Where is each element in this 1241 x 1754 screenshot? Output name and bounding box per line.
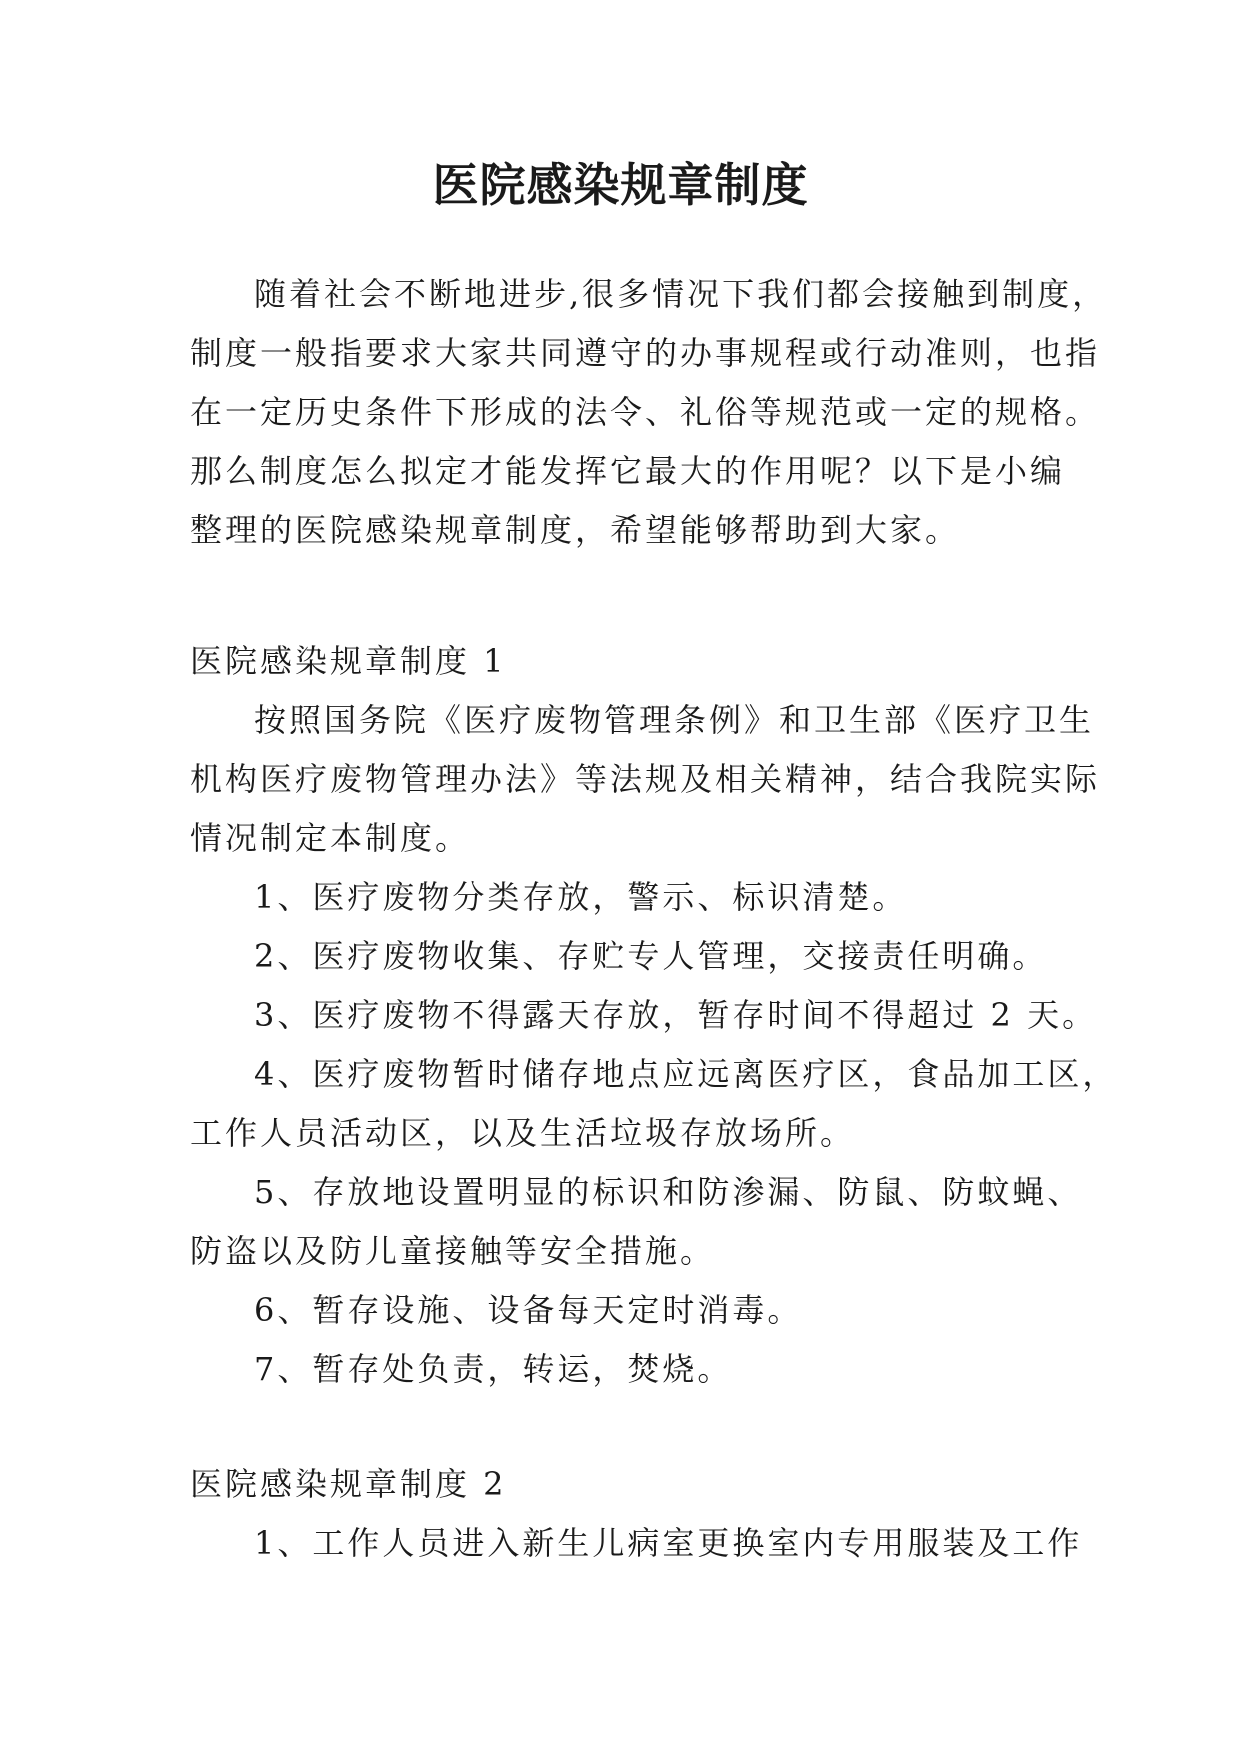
intro-line: 那么制度怎么拟定才能发挥它最大的作用呢？以下是小编: [190, 452, 1066, 490]
body-line: 按照国务院《医疗废物管理条例》和卫生部《医疗卫生: [254, 701, 1095, 739]
list-item: 1、医疗废物分类存放，警示、标识清楚。: [254, 878, 908, 916]
list-item: 7、暂存处负责，转运，焚烧。: [254, 1350, 733, 1388]
list-item-continuation: 防盗以及防儿童接触等安全措施。: [190, 1232, 716, 1270]
list-item: 1、工作人员进入新生儿病室更换室内专用服装及工作: [254, 1524, 1083, 1562]
section-1-heading: 医院感染规章制度 1: [190, 642, 507, 680]
page-title: 医院感染规章制度: [432, 158, 809, 212]
list-item: 6、暂存设施、设备每天定时消毒。: [254, 1291, 803, 1329]
list-item-continuation: 工作人员活动区，以及生活垃圾存放场所。: [190, 1114, 856, 1152]
intro-line: 在一定历史条件下形成的法令、礼俗等规范或一定的规格。: [190, 393, 1101, 431]
list-item: 5、存放地设置明显的标识和防渗漏、防鼠、防蚊蝇、: [254, 1173, 1083, 1211]
intro-paragraph: [190, 265, 1108, 560]
section-2-heading: 医院感染规章制度 2: [190, 1465, 507, 1503]
section-2-body: [190, 1514, 1083, 1573]
list-item: 2、医疗废物收集、存贮专人管理，交接责任明确。: [254, 937, 1048, 975]
intro-line: 整理的医院感染规章制度，希望能够帮助到大家。: [190, 511, 961, 549]
intro-line: 随着社会不断地进步,很多情况下我们都会接触到制度，: [254, 275, 1108, 313]
list-item: 3、医疗废物不得露天存放，暂存时间不得超过 2 天。: [254, 996, 1098, 1034]
list-item: 4、医疗废物暂时储存地点应远离医疗区，食品加工区，: [254, 1055, 1118, 1093]
body-line: 机构医疗废物管理办法》等法规及相关精神，结合我院实际: [190, 760, 1101, 798]
section-1-body: [190, 691, 1118, 1399]
intro-line: 制度一般指要求大家共同遵守的办事规程或行动准则，也指: [190, 334, 1101, 372]
body-line: 情况制定本制度。: [190, 819, 471, 857]
